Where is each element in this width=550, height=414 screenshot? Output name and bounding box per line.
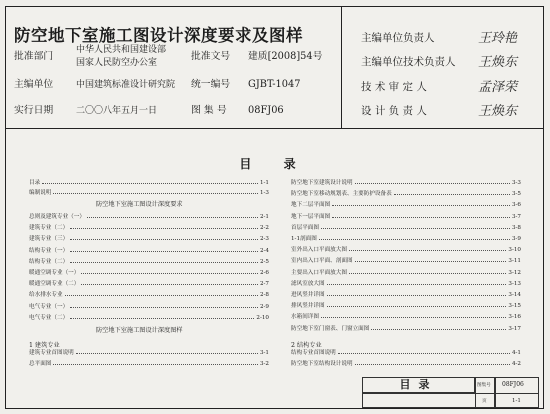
toc-entry-page: 3-7 <box>511 213 521 220</box>
toc-leader-dots <box>332 205 510 206</box>
toc-entry <box>29 304 269 311</box>
toc-entry <box>29 259 269 266</box>
toc-leader-dots <box>65 295 258 296</box>
toc-entry <box>291 236 521 243</box>
title-block-page-value: 1-1 <box>512 398 521 404</box>
toc-leader-dots <box>53 193 258 194</box>
toc-entry <box>291 303 521 310</box>
toc-leader-dots <box>355 364 510 365</box>
toc-entry-page: 3-13 <box>508 280 521 287</box>
toc-entry-title: 目录 <box>29 180 41 186</box>
toc-entry-page: 2-9 <box>259 303 269 310</box>
title-block-atlas-value: 08FJ06 <box>502 381 524 388</box>
document-title: 防空地下室施工图设计深度要求及图样 <box>14 26 303 45</box>
signature-label-design-lead: 设 计 负 责 人 <box>361 105 427 117</box>
toc-entry-title: 结构专业（一） <box>29 247 69 254</box>
toc-entry-title: 总平面图 <box>29 360 52 367</box>
toc-entry <box>291 247 521 254</box>
toc-entry <box>291 292 521 299</box>
toc-subsection-architecture: 1 建筑专业 <box>29 342 60 349</box>
effective-date-value: 二〇〇八年五月一日 <box>76 106 158 116</box>
sheet-header <box>6 7 543 129</box>
toc-entry-page: 2-5 <box>259 258 269 265</box>
toc-entry <box>29 214 269 221</box>
toc-entry <box>29 270 269 277</box>
title-block-title: 目录 <box>399 378 438 391</box>
approval-doc-label: 批准文号 <box>191 51 231 62</box>
toc-entry <box>29 190 269 197</box>
toc-entry <box>29 248 269 255</box>
toc-entry-page: 2-10 <box>256 314 269 321</box>
unified-no-value: GJBT-1047 <box>248 79 301 90</box>
toc-entry-page: 4-2 <box>511 360 521 367</box>
toc-leader-dots <box>371 329 506 330</box>
toc-entry-title: 暖通空调专业（一） <box>29 270 80 276</box>
toc-entry <box>291 180 521 187</box>
signature-label-reviewer: 技 术 审 定 人 <box>361 81 427 93</box>
toc-entry-title: 暖通空调专业（二） <box>29 281 80 288</box>
toc-leader-dots <box>53 364 258 365</box>
title-block-atlas-label: 图集号 <box>477 383 491 388</box>
toc-entry <box>29 315 269 322</box>
toc-entry-title: 建筑专业（三） <box>29 236 69 243</box>
toc-entry-title: 水箱间详图 <box>291 314 319 321</box>
approval-dept-value-1: 中华人民共和国建设部 <box>76 45 167 55</box>
toc-leader-dots <box>70 307 258 308</box>
toc-entry-page: 3-12 <box>508 269 521 276</box>
drawing-sheet <box>5 6 544 409</box>
toc-entry-page: 3-6 <box>511 202 521 209</box>
toc-entry <box>29 292 269 299</box>
toc-entry-page: 3-2 <box>259 360 269 367</box>
toc-leader-dots <box>327 284 507 285</box>
toc-entry-page: 3-17 <box>508 325 521 332</box>
signature-design-lead: 王焕东 <box>478 104 518 119</box>
toc-entry-title: 地下一层平面图 <box>291 213 331 220</box>
toc-entry-page: 3-5 <box>511 191 521 198</box>
toc-entry <box>291 202 521 209</box>
toc-entry-page: 2-6 <box>259 270 269 276</box>
approval-dept-label: 批准部门 <box>14 51 54 62</box>
toc-leader-dots <box>319 239 510 240</box>
signature-chief-editor: 王玲艳 <box>478 31 518 46</box>
approval-doc-value: 建质[2008]54号 <box>248 51 323 62</box>
toc-entry-page: 3-8 <box>511 224 521 231</box>
toc-leader-dots <box>70 318 254 319</box>
toc-leader-dots <box>81 273 258 274</box>
toc-subsection-structure: 2 结构专业 <box>291 342 322 349</box>
atlas-no-value: 08FJ06 <box>248 105 284 116</box>
toc-entry <box>291 225 521 232</box>
toc-leader-dots <box>394 194 510 195</box>
toc-entry-title: 电气专业（二） <box>29 314 69 321</box>
title-block-page-label: 页 <box>482 399 487 404</box>
toc-entry-page: 3-14 <box>508 292 521 298</box>
toc-leader-dots <box>42 183 258 184</box>
toc-leader-dots <box>70 251 258 252</box>
toc-entry-title: 室内出入口平面、剖面图 <box>291 258 353 265</box>
toc-section-requirements: 防空地下室施工图设计深度要求 <box>96 201 183 208</box>
toc-leader-dots <box>70 239 258 240</box>
toc-entry-page: 3-1 <box>259 350 269 356</box>
toc-leader-dots <box>338 353 510 354</box>
toc-entry-title: 防空地下室结构设计说明 <box>291 360 353 367</box>
toc-entry-title: 给水排水专业 <box>29 292 63 299</box>
toc-entry-title: 防空地下室建筑设计说明 <box>291 180 353 186</box>
toc-entry <box>29 281 269 288</box>
toc-entry-title: 室外出入口平面放大图 <box>291 247 347 254</box>
toc-leader-dots <box>349 273 506 274</box>
toc-entry <box>291 361 521 368</box>
toc-entry-title: 地下二层平面图 <box>291 202 331 209</box>
toc-entry-title: 建筑专业（二） <box>29 225 69 232</box>
header-divider <box>341 7 342 128</box>
toc-entry-title: 总则及建筑专业（一） <box>29 214 85 220</box>
toc-entry-page: 2-4 <box>259 247 269 254</box>
toc-leader-dots <box>332 217 510 218</box>
toc-entry-title: 防空地下室门窗表、门窗立面图 <box>291 325 370 332</box>
toc-leader-dots <box>70 262 258 263</box>
unified-no-label: 统一编号 <box>191 79 231 90</box>
toc-entry-page: 4-1 <box>511 350 521 356</box>
toc-entry-title: 排风竖井详图 <box>291 303 325 310</box>
editor-label: 主编单位 <box>14 79 54 90</box>
toc-entry-title: 编制说明 <box>29 189 52 196</box>
toc-leader-dots <box>76 353 258 354</box>
toc-entry-title: 主要出入口平面放大图 <box>291 269 347 276</box>
effective-date-label: 实行日期 <box>14 105 54 116</box>
toc-entry-page: 3-11 <box>508 258 521 265</box>
toc-entry-page: 3-15 <box>508 303 521 310</box>
toc-entry-page: 1-3 <box>259 189 269 196</box>
toc-entry-page: 3-16 <box>508 314 521 321</box>
toc-entry <box>291 214 521 221</box>
toc-entry <box>29 180 269 187</box>
toc-entry-page: 2-2 <box>259 225 269 232</box>
toc-leader-dots <box>355 261 507 262</box>
toc-entry <box>291 258 521 265</box>
toc-entry-page: 1-1 <box>259 180 269 186</box>
toc-leader-dots <box>81 284 258 285</box>
approval-dept-value-2: 国家人民防空办公室 <box>76 58 158 68</box>
toc-entry-page: 3-3 <box>511 180 521 186</box>
toc-entry-title: 进风竖井详图 <box>291 292 325 298</box>
toc-entry <box>29 225 269 232</box>
signature-reviewer: 孟泽荣 <box>478 80 518 95</box>
editor-value: 中国建筑标准设计研究院 <box>76 80 176 90</box>
toc-entry-title: 结构专业首图说明 <box>291 350 336 356</box>
toc-entry <box>29 236 269 243</box>
toc-entry-page: 2-7 <box>259 281 269 288</box>
toc-entry <box>29 350 269 357</box>
toc-entry <box>291 270 521 277</box>
toc-heading: 目 录 <box>239 157 310 171</box>
toc-entry-page: 2-3 <box>259 236 269 243</box>
toc-leader-dots <box>321 317 506 318</box>
toc-section-samples: 防空地下室施工图设计深度图样 <box>96 327 183 334</box>
signature-label-tech-lead: 主编单位技术负责人 <box>361 56 456 68</box>
toc-leader-dots <box>327 295 507 296</box>
toc-entry-title: 首层平面图 <box>291 224 319 231</box>
toc-entry-page: 2-1 <box>259 214 269 220</box>
atlas-no-label: 图 集 号 <box>191 105 227 116</box>
signature-tech-lead: 王焕东 <box>478 55 518 70</box>
toc-entry <box>291 326 521 333</box>
toc-entry-title: 滤风室放大图 <box>291 280 325 287</box>
toc-entry-title: 电气专业（一） <box>29 303 69 310</box>
toc-leader-dots <box>327 306 507 307</box>
toc-entry-page: 3-10 <box>508 247 521 254</box>
toc-entry <box>291 281 521 288</box>
toc-leader-dots <box>349 250 506 251</box>
title-block <box>362 377 539 408</box>
toc-entry <box>291 191 521 198</box>
toc-leader-dots <box>321 228 510 229</box>
toc-entry-page: 2-8 <box>259 292 269 299</box>
toc-entry-title: 建筑专业首图说明 <box>29 350 74 356</box>
toc-entry-page: 3-9 <box>511 236 521 242</box>
toc-entry-title: 防空地下室移动规划表、主要防护设备表 <box>291 191 392 198</box>
toc-entry <box>291 314 521 321</box>
toc-entry <box>29 361 269 368</box>
toc-leader-dots <box>355 183 510 184</box>
toc-leader-dots <box>70 228 258 229</box>
toc-entry-title: 1-1剖面图 <box>291 236 317 242</box>
toc-entry-title: 结构专业（二） <box>29 258 69 265</box>
signature-label-chief-editor: 主编单位负责人 <box>361 32 435 44</box>
toc-entry <box>291 350 521 357</box>
toc-leader-dots <box>87 217 258 218</box>
